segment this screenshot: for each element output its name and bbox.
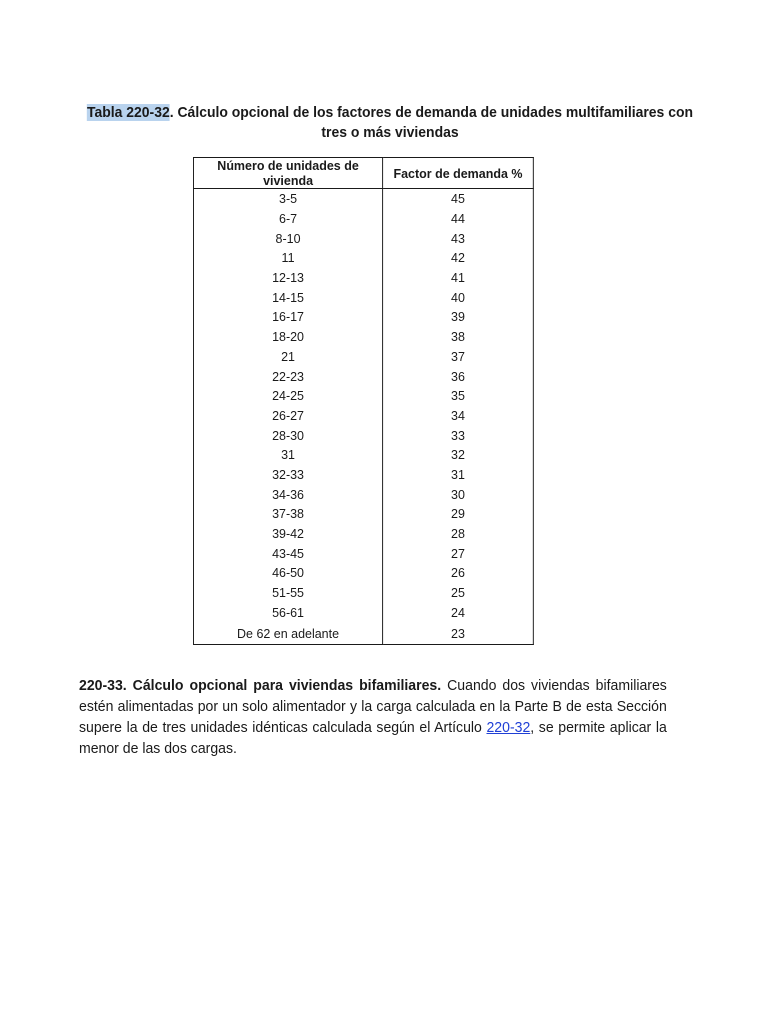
cell-units: 46-50 (193, 563, 382, 583)
table-body (193, 189, 533, 645)
cell-factor: 42 (383, 248, 534, 268)
cell-units: 6-7 (193, 209, 382, 229)
table-row (193, 563, 533, 583)
cell-factor: 35 (383, 386, 534, 406)
cell-units: 8-10 (193, 228, 382, 248)
table-row (193, 248, 533, 268)
cell-units: 14-15 (193, 287, 382, 307)
table-row (193, 524, 533, 544)
cell-units: 24-25 (193, 386, 382, 406)
cell-factor: 38 (383, 327, 534, 347)
article-link[interactable]: 220-32 (486, 720, 531, 736)
cell-units: 22-23 (193, 366, 382, 386)
table-row (193, 406, 533, 426)
table-row (193, 602, 533, 622)
table-title-text: . Cálculo opcional de los factores de demanda de unidades multifamiliares con tres o más viviendas (169, 104, 693, 141)
table-row (193, 307, 533, 327)
cell-factor: 39 (383, 307, 534, 327)
table-row (193, 287, 533, 307)
table-row (193, 445, 533, 465)
section-paragraph (79, 676, 667, 760)
cell-factor: 27 (383, 543, 534, 563)
cell-factor: 44 (383, 209, 534, 229)
section-heading: 220-33. Cálculo opcional para viviendas bifamiliares. (79, 678, 442, 694)
table-row (193, 366, 533, 386)
cell-units: 39-42 (193, 524, 382, 544)
table-row (193, 484, 533, 504)
cell-units: 34-36 (193, 484, 382, 504)
paragraph-text-end: , se permite aplicar la menor de las dos cargas. (79, 720, 667, 757)
column-header-factor: Factor de demanda % (383, 158, 534, 189)
cell-factor: 45 (383, 189, 534, 209)
cell-factor: 29 (383, 504, 534, 524)
cell-factor: 25 (383, 583, 534, 603)
column-header-units: Número de unidades de vivienda (193, 158, 382, 189)
cell-factor: 43 (383, 228, 534, 248)
table-row (193, 543, 533, 563)
cell-units: 12-13 (193, 268, 382, 288)
cell-factor: 36 (383, 366, 534, 386)
table-row (193, 465, 533, 485)
cell-factor: 30 (383, 484, 534, 504)
cell-factor: 33 (383, 425, 534, 445)
cell-units: De 62 en adelante (193, 622, 382, 645)
cell-factor: 26 (383, 563, 534, 583)
cell-units: 51-55 (193, 583, 382, 603)
table-header-row (193, 158, 533, 189)
cell-units: 21 (193, 347, 382, 367)
table-row (193, 504, 533, 524)
cell-factor: 23 (383, 622, 534, 645)
table-row (193, 386, 533, 406)
table-row (193, 583, 533, 603)
table-row (193, 209, 533, 229)
cell-factor: 34 (383, 406, 534, 426)
cell-factor: 37 (383, 347, 534, 367)
cell-units: 37-38 (193, 504, 382, 524)
paragraph-text: Cuando dos viviendas bifamiliares estén alimentadas por un solo alimentador y la carga calculada en la Parte B de esta Sección supere la de tres unidades idénticas calculada según el Artículo (79, 678, 667, 736)
cell-units: 18-20 (193, 327, 382, 347)
cell-factor: 32 (383, 445, 534, 465)
cell-units: 43-45 (193, 543, 382, 563)
table-row (193, 425, 533, 445)
table-row (193, 622, 533, 645)
cell-units: 11 (193, 248, 382, 268)
cell-factor: 40 (383, 287, 534, 307)
cell-factor: 24 (383, 602, 534, 622)
cell-units: 16-17 (193, 307, 382, 327)
table-title (83, 103, 697, 143)
table-title-highlight: Tabla 220-32 (87, 104, 170, 121)
cell-factor: 31 (383, 465, 534, 485)
cell-factor: 41 (383, 268, 534, 288)
cell-units: 31 (193, 445, 382, 465)
cell-units: 56-61 (193, 602, 382, 622)
table-row (193, 189, 533, 209)
table-row (193, 347, 533, 367)
table-row (193, 228, 533, 248)
cell-factor: 28 (383, 524, 534, 544)
demand-factor-table (193, 157, 534, 645)
cell-units: 32-33 (193, 465, 382, 485)
cell-units: 3-5 (193, 189, 382, 209)
table-row (193, 268, 533, 288)
table-row (193, 327, 533, 347)
cell-units: 26-27 (193, 406, 382, 426)
cell-units: 28-30 (193, 425, 382, 445)
